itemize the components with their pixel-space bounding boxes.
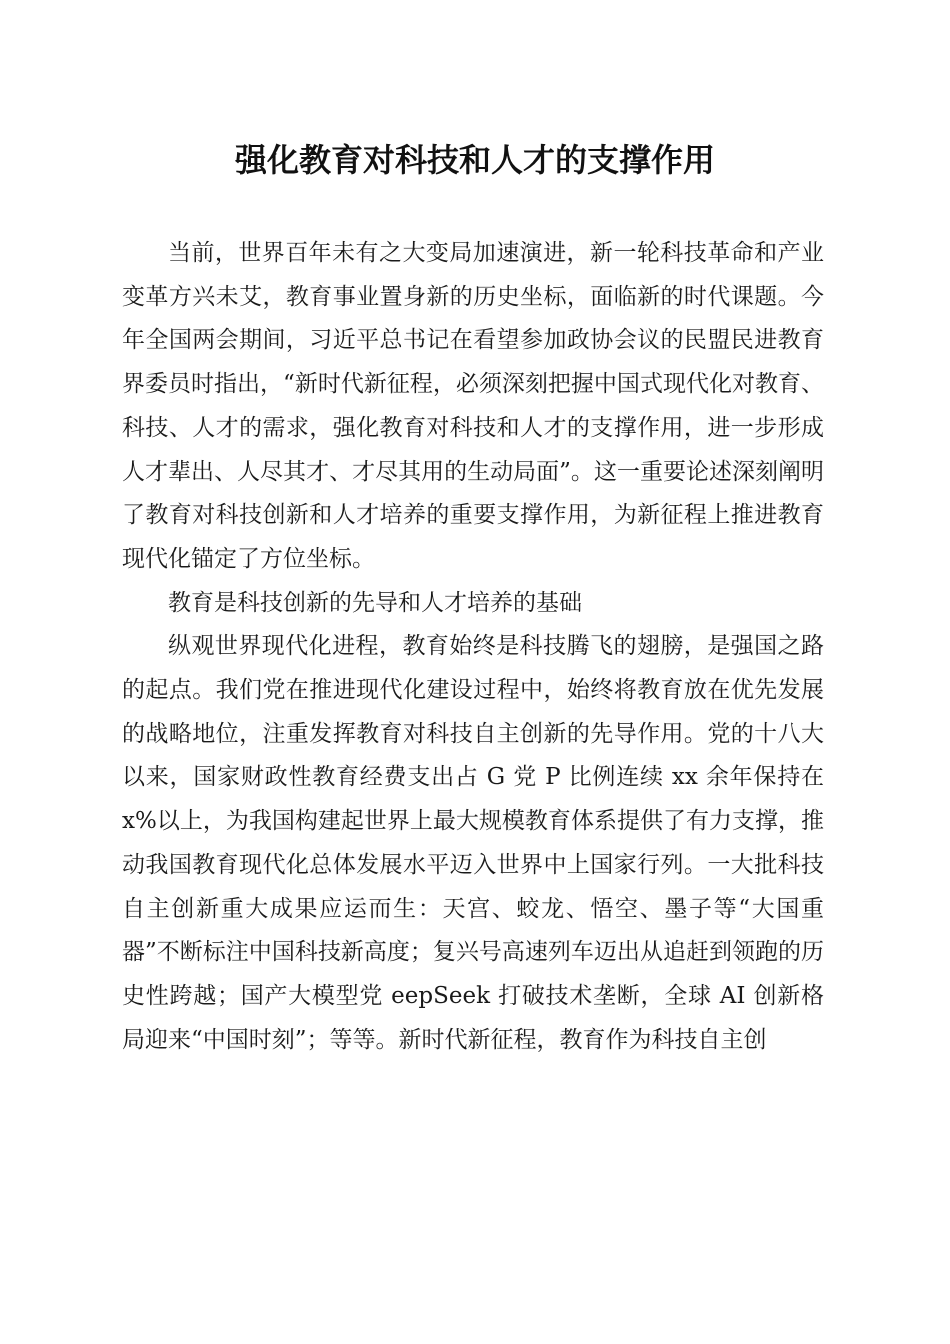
document-body <box>122 232 824 1062</box>
paragraph-body: 纵观世界现代化进程，教育始终是科技腾飞的翅膀，是强国之路的起点。我们党在推进现代化建设过程中，始终将教育放在优先发展的战略地位，注重发挥教育对科技自主创新的先导作用。党的十八大以来，国家财政性教育经费支出占 G 党 P 比例连续 xx 余年保持在 x%以上，为我国构建起世界上最大规模教育体系提供了有力支撑，推动我国教育现代化总体发展水平迈入世界中上国家行列。一大批科技自主创新重大成果应运而生：天宫、蛟龙、悟空、墨子等“大国重器”不断标注中国科技新高度；复兴号高速列车迈出从追赶到领跑的历史性跨越；国产大模型党 eepSeek 打破技术垄断，全球 AI 创新格局迎来“中国时刻”；等等。新时代新征程，教育作为科技自主创 <box>122 633 824 1053</box>
document-title: 强化教育对科技和人才的支撑作用 <box>234 141 715 179</box>
paragraph-intro: 当前，世界百年未有之大变局加速演进，新一轮科技革命和产业变革方兴未艾，教育事业置身新的历史坐标，面临新的时代课题。今年全国两会期间，习近平总书记在看望参加政协会议的民盟民进教育界委员时指出，“新时代新征程，必须深刻把握中国式现代化对教育、科技、人才的需求，强化教育对科技和人才的支撑作用，进一步形成人才辈出、人尽其才、才尽其用的生动局面”。这一重要论述深刻阐明了教育对科技创新和人才培养的重要支撑作用，为新征程上推进教育现代化锚定了方位坐标。 <box>122 240 824 572</box>
section-heading: 教育是科技创新的先导和人才培养的基础 <box>168 589 582 616</box>
